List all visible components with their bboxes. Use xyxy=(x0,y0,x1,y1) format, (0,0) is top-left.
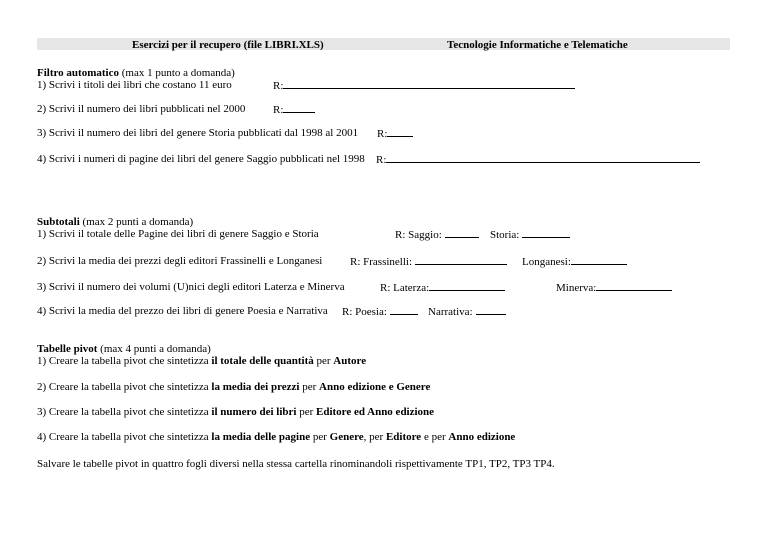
subtotali-note: (max 2 punti a domanda) xyxy=(79,216,194,228)
pivot-q1-metric: il totale delle quantità xyxy=(211,355,314,367)
filtro-q1-answer[interactable] xyxy=(273,79,575,92)
pivot-q1-per: per xyxy=(313,355,334,367)
filtro-title: Filtro automatico xyxy=(37,67,119,79)
pivot-q2 xyxy=(37,381,430,393)
filtro-title-line xyxy=(37,67,235,79)
pivot-q2-text: 2) Creare la tabella pivot che sintetizza xyxy=(37,381,212,393)
pivot-q4-text: 4) Creare la tabella pivot che sintetizza xyxy=(37,431,212,443)
header-left: Esercizi per il recupero (file LIBRI.XLS) xyxy=(132,39,324,51)
answer-line xyxy=(283,79,575,89)
pivot-q3-text: 3) Creare la tabella pivot che sintetizza xyxy=(37,406,212,418)
pivot-q1-text: 1) Creare la tabella pivot che sintetizza xyxy=(37,355,212,367)
pivot-note-save: Salvare le tabelle pivot in quattro fogli diversi nella stessa cartella rinominandoli rispettivamente TP1, TP2, TP3 TP4. xyxy=(37,458,555,470)
pivot-q1-field: Autore xyxy=(333,355,367,367)
answer-label: R: xyxy=(273,104,284,116)
filtro-q1: 1) Scrivi i titoli dei libri che costano 11 euro xyxy=(37,79,232,91)
subtotali-q1-answer-saggio[interactable] xyxy=(395,228,479,241)
pivot-q4-field-editore: Editore xyxy=(385,431,422,443)
answer-line xyxy=(445,228,479,238)
pivot-q1 xyxy=(37,355,366,367)
pivot-q4-field-genere: Genere xyxy=(329,431,364,443)
answer-label: R: xyxy=(376,154,387,166)
pivot-q3-metric: il numero dei libri xyxy=(211,406,297,418)
pivot-note: (max 4 punti a domanda) xyxy=(97,343,211,355)
pivot-q2-field: Anno edizione e Genere xyxy=(319,381,431,393)
pivot-title: Tabelle pivot xyxy=(37,343,98,355)
subtotali-q4-answer-narrativa[interactable] xyxy=(428,305,506,318)
subtotali-title-line xyxy=(37,216,193,228)
subtotali-q2-answer-frassinelli[interactable] xyxy=(350,255,507,268)
pivot-q4-per2: , per xyxy=(363,431,386,443)
answer-label: Storia: xyxy=(490,229,520,241)
subtotali-title: Subtotali xyxy=(37,216,80,228)
subtotali-q3: 3) Scrivi il numero dei volumi (U)nici degli editori Laterza e Minerva xyxy=(37,281,345,293)
subtotali-q2: 2) Scrivi la media dei prezzi degli editori Frassinelli e Longanesi xyxy=(37,255,323,267)
filtro-q4: 4) Scrivi i numeri di pagine dei libri del genere Saggio pubblicati nel 1998 xyxy=(37,153,365,165)
answer-label: Narrativa: xyxy=(428,306,473,318)
header-right: Tecnologie Informatiche e Telematiche xyxy=(447,39,628,51)
answer-line xyxy=(596,281,672,291)
pivot-title-line xyxy=(37,343,211,355)
filtro-q2: 2) Scrivi il numero dei libri pubblicati nel 2000 xyxy=(37,103,246,115)
answer-line xyxy=(387,127,413,137)
pivot-q3 xyxy=(37,406,434,418)
answer-line xyxy=(429,281,505,291)
subtotali-q3-answer-laterza[interactable] xyxy=(380,281,505,294)
answer-label: R: Frassinelli: xyxy=(350,256,413,268)
answer-line xyxy=(571,255,627,265)
answer-label: R: Laterza: xyxy=(380,282,430,294)
pivot-q4-field-anno: Anno edizione xyxy=(448,431,516,443)
pivot-q4-metric: la media delle pagine xyxy=(211,431,311,443)
answer-line xyxy=(522,228,570,238)
pivot-q2-per: per xyxy=(299,381,320,393)
answer-label: Longanesi: xyxy=(522,256,571,268)
answer-label: R: xyxy=(377,128,388,140)
pivot-q3-per: per xyxy=(296,406,316,418)
filtro-q3: 3) Scrivi il numero dei libri del genere Storia pubblicati dal 1998 al 2001 xyxy=(37,127,359,139)
pivot-q2-metric: la media dei prezzi xyxy=(211,381,300,393)
pivot-q4-per: per xyxy=(310,431,330,443)
filtro-note: (max 1 punto a domanda) xyxy=(118,67,235,79)
subtotali-q4: 4) Scrivi la media del prezzo dei libri di genere Poesia e Narrativa xyxy=(37,305,328,317)
answer-line xyxy=(476,305,506,315)
filtro-q4-answer[interactable] xyxy=(376,153,700,166)
answer-line xyxy=(390,305,418,315)
subtotali-q3-answer-minerva[interactable] xyxy=(556,281,672,294)
answer-label: R: Saggio: xyxy=(395,229,442,241)
answer-line xyxy=(415,255,507,265)
subtotali-q2-answer-longanesi[interactable] xyxy=(522,255,627,268)
pivot-q3-field: Editore ed Anno edizione xyxy=(316,406,435,418)
pivot-q4 xyxy=(37,431,515,443)
pivot-q4-per3: e per xyxy=(421,431,449,443)
answer-line xyxy=(283,103,315,113)
subtotali-q1-answer-storia[interactable] xyxy=(490,228,570,241)
answer-label: R: Poesia: xyxy=(342,306,387,318)
filtro-q3-answer[interactable] xyxy=(377,127,413,140)
answer-label: R: xyxy=(273,80,284,92)
filtro-q2-answer[interactable] xyxy=(273,103,315,116)
answer-label: Minerva: xyxy=(556,282,597,294)
answer-line xyxy=(386,153,700,163)
subtotali-q1: 1) Scrivi il totale delle Pagine dei libri di genere Saggio e Storia xyxy=(37,228,319,240)
subtotali-q4-answer-poesia[interactable] xyxy=(342,305,418,318)
